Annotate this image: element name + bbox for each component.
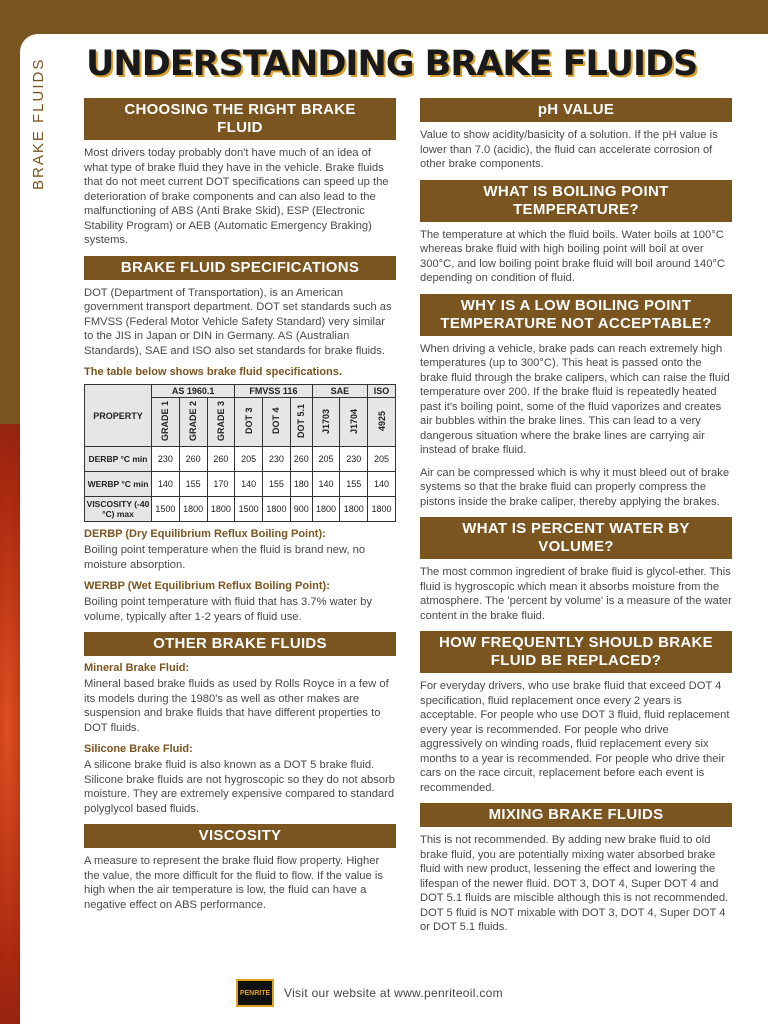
table-cell: 155 — [179, 472, 207, 497]
werbp-body: Boiling point temperature with fluid that has 3.7% water by volume, typically after 1-2 years of fluid use. — [84, 596, 372, 623]
table-cell: 260 — [179, 447, 207, 472]
water-body: The most common ingredient of brake fluid is glycol-ether. This fluid is hygroscopic which mean it absorbs moisture from the atmosphere. The 'percent by volume' is a measure of the water content in the brake fluid. — [420, 566, 732, 622]
table-col-header — [290, 398, 312, 447]
heading-other-fluids: OTHER BRAKE FLUIDS — [84, 632, 396, 656]
page-title: UNDERSTANDING BRAKE FLUIDS — [86, 44, 698, 84]
table-col-label: J1703 — [320, 408, 331, 434]
mineral-title: Mineral Brake Fluid: — [84, 662, 190, 674]
table-cell: 1800 — [312, 497, 340, 522]
table-cell: 170 — [207, 472, 235, 497]
footer-website-link[interactable]: Visit our website at www.penriteoil.com — [284, 986, 503, 1000]
table-group-fmvss: FMVSS 116 — [235, 385, 312, 398]
table-col-header — [207, 398, 235, 447]
table-cell: 140 — [235, 472, 263, 497]
right-column — [420, 98, 732, 943]
side-label: BRAKE FLUIDS — [30, 57, 47, 190]
heading-mixing: MIXING BRAKE FLUIDS — [420, 803, 732, 827]
row-label: WERBP °C min — [85, 472, 152, 497]
table-col-label: DOT 3 — [243, 407, 254, 435]
table-col-header — [340, 398, 368, 447]
table-cell: 1800 — [340, 497, 368, 522]
table-col-header — [235, 398, 263, 447]
table-cell: 205 — [312, 447, 340, 472]
table-cell: 140 — [368, 472, 396, 497]
low-boiling-body-1: When driving a vehicle, brake pads can reach extremely high temperatures (up to 300°C). This heat is passed onto the brake fluid through the brake calipers, which can raise the fluid temperature over 200. If the brake fluid is repeatedly heated past it's boiling point, some of the fluid vaporizes and creates air bubbles within the brake lines. This can lead to a very dangerous situation where the brake lines are carrying air instead of brake fluid. — [420, 342, 730, 456]
table-cell: 1800 — [179, 497, 207, 522]
table-group-iso: ISO — [368, 385, 396, 398]
table-cell: 155 — [263, 472, 291, 497]
table-cell: 1800 — [263, 497, 291, 522]
table-col-header — [152, 398, 180, 447]
table-cell: 155 — [340, 472, 368, 497]
boiling-body: The temperature at which the fluid boils. Water boils at 100°C whereas brake fluid with high boiling point will boil at over 300°C, and low boiling point brake fluid will boil around 140°C depending on condition of fluid. — [420, 228, 725, 284]
silicone-body: A silicone brake fluid is also known as a DOT 5 brake fluid. Silicone brake fluids are not hygroscopic so they do not absorb moisture. They are extremely expensive compared to standard polyglycol based fluids. — [84, 759, 395, 815]
table-col-label: J1704 — [348, 408, 359, 434]
mineral-body: Mineral based brake fluids as used by Rolls Royce in a few of its models during the 1980's as well as other makes are suspension and brake fluids that have different properties to DOT fluids. — [84, 678, 389, 734]
mixing-body: This is not recommended. By adding new brake fluid to old brake fluid, you are potentially mixing water absorbed brake fluid with new product, lessening the effect and lowering the lifespan of the newer fluid. DOT 3, DOT 4, Super DOT 4 and DOT 5.1 fluids are miscible although this is not recommended. DOT 5 fluid is NOT mixable with DOT 3, DOT 4, Super DOT 4 or DOT 5.1 fluids. — [420, 834, 729, 933]
spec-table — [84, 384, 396, 522]
silicone-title: Silicone Brake Fluid: — [84, 743, 193, 755]
table-cell: 140 — [152, 472, 180, 497]
table-cell: 900 — [290, 497, 312, 522]
low-boiling-body-2: Air can be compressed which is why it must bleed out of brake systems so that the brake fluid can properly compress the pistons inside the brake caliper, thereby applying the brakes. — [420, 466, 730, 508]
table-row — [85, 472, 396, 497]
table-col-label: GRADE 3 — [215, 401, 226, 442]
table-cell: 1500 — [235, 497, 263, 522]
heading-viscosity: VISCOSITY — [84, 824, 396, 848]
table-note: The table below shows brake fluid specifications. — [84, 366, 342, 378]
table-cell: 260 — [290, 447, 312, 472]
table-col-label: DOT 4 — [271, 407, 282, 435]
table-col-label: DOT 5.1 — [296, 404, 307, 439]
table-group-as: AS 1960.1 — [152, 385, 235, 398]
table-row — [85, 447, 396, 472]
choosing-body: Most drivers today probably don't have much of an idea of what type of brake fluid they have in the vehicle. Brake fluids that do not meet current DOT specifications can speed up the deterioration of brake components and can also lead to the malfunctioning of ABS (Anti Brake Skid), ESP (Electronic Stability Program) or AEB (Automatic Emergency Braking) systems. — [84, 147, 389, 246]
logo-text: PENRITE — [239, 989, 271, 997]
heading-water: WHAT IS PERCENT WATER BY VOLUME? — [420, 517, 732, 559]
table-col-header — [179, 398, 207, 447]
footer — [236, 978, 636, 1008]
table-cell: 230 — [152, 447, 180, 472]
row-label: VISCOSITY (-40 °C) max — [85, 497, 152, 522]
specifications-body: DOT (Department of Transportation), is an American government transport department. DOT set standards such as FMVSS (Federal Motor Vehicle Safety Standard) very similar to the JIS in Japan or DIN in Germany. AS (Australian Standards), SAE and ISO also set standards for brake fluids. — [84, 286, 392, 357]
viscosity-body: A measure to represent the brake fluid flow property. Higher the value, the more difficult for the fluid to flow. If the value is high when the air temperature is low, the fluid can have a negative effect on ABS performance. — [84, 855, 383, 911]
frequency-body: For everyday drivers, who use brake fluid that exceed DOT 4 specification, fluid replacement once every 2 years is acceptable. For people who use DOT 3 fluid, fluid replacement every year is recommended. For people who drive aggressively on winding roads, fluid replacement every six months to a year is recommended. For people who drive their cars on the race circuit, replacement before each event is recommended. — [420, 680, 730, 794]
table-cell: 1800 — [368, 497, 396, 522]
ph-body: Value to show acidity/basicity of a solution. If the pH value is lower than 7.0 (acidic), the fluid can accelerate corrosion of other brake components. — [420, 129, 718, 170]
table-cell: 205 — [368, 447, 396, 472]
table-cell: 1800 — [207, 497, 235, 522]
heading-frequency: HOW FREQUENTLY SHOULD BRAKE FLUID BE REPLACED? — [420, 631, 732, 673]
table-row — [85, 497, 396, 522]
heading-ph: pH VALUE — [420, 98, 732, 122]
table-col-label: GRADE 1 — [160, 401, 171, 442]
penrite-logo — [236, 979, 274, 1007]
table-cell: 205 — [235, 447, 263, 472]
table-col-label: GRADE 2 — [188, 401, 199, 442]
table-cell: 230 — [263, 447, 291, 472]
table-col-label: 4925 — [376, 410, 387, 432]
table-cell: 140 — [312, 472, 340, 497]
table-cell: 1500 — [152, 497, 180, 522]
table-col-header — [368, 398, 396, 447]
table-cell: 230 — [340, 447, 368, 472]
table-cell: 180 — [290, 472, 312, 497]
top-band — [0, 0, 768, 34]
table-col-header — [263, 398, 291, 447]
heading-boiling: WHAT IS BOILING POINT TEMPERATURE? — [420, 180, 732, 222]
table-cell: 260 — [207, 447, 235, 472]
table-col-header — [312, 398, 340, 447]
row-label: DERBP °C min — [85, 447, 152, 472]
heading-choosing: CHOOSING THE RIGHT BRAKE FLUID — [84, 98, 396, 140]
derbp-body: Boiling point temperature when the fluid is brand new, no moisture absorption. — [84, 544, 366, 571]
heading-low-boiling: WHY IS A LOW BOILING POINT TEMPERATURE NOT ACCEPTABLE? — [420, 294, 732, 336]
heading-specifications: BRAKE FLUID SPECIFICATIONS — [84, 256, 396, 280]
table-header-property: PROPERTY — [85, 385, 152, 447]
table-group-sae: SAE — [312, 385, 368, 398]
derbp-term: DERBP (Dry Equilibrium Reflux Boiling Point): — [84, 528, 326, 540]
left-column — [84, 98, 396, 920]
werbp-term: WERBP (Wet Equilibrium Reflux Boiling Point): — [84, 580, 330, 592]
